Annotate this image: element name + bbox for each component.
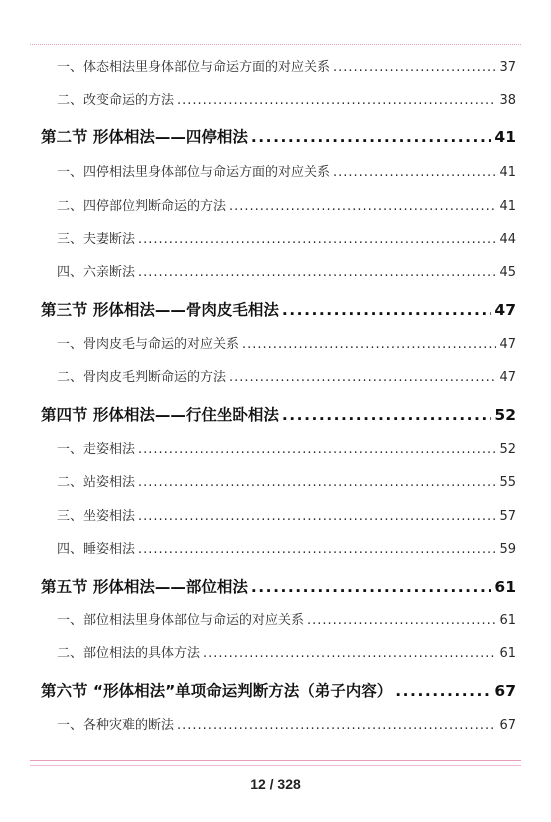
toc-section-page: 47 <box>494 301 516 319</box>
toc-section-page: 52 <box>494 406 516 424</box>
toc-entry[interactable] <box>57 333 516 352</box>
toc-entry-page: 38 <box>499 93 516 108</box>
toc-entry-page: 52 <box>499 442 516 457</box>
dot-leader <box>251 578 492 596</box>
toc-entry[interactable] <box>57 366 516 385</box>
toc-entry[interactable] <box>57 609 516 628</box>
dot-leader <box>229 199 496 214</box>
toc-entry[interactable] <box>57 56 516 75</box>
toc-entry[interactable] <box>57 642 516 661</box>
dot-leader <box>177 93 496 108</box>
toc-entry-page: 55 <box>499 475 516 490</box>
toc-entry-title: 三、夫妻断法 <box>57 232 136 247</box>
toc-entry-title: 一、部位相法里身体部位与命运的对应关系 <box>57 613 305 628</box>
dot-leader <box>138 542 496 557</box>
toc-section-page: 67 <box>494 682 516 700</box>
dot-leader <box>138 265 496 280</box>
toc-section-title: 第三节 形体相法——骨肉皮毛相法 <box>41 301 279 319</box>
dot-leader <box>307 613 496 628</box>
dot-leader <box>282 301 492 319</box>
toc-section-heading[interactable] <box>41 125 516 147</box>
toc-entry-page: 59 <box>499 542 516 557</box>
toc-entry-page: 47 <box>499 337 516 352</box>
toc-entry-title: 一、体态相法里身体部位与命运方面的对应关系 <box>57 60 331 75</box>
toc-entry-page: 67 <box>499 718 516 733</box>
toc-entry[interactable] <box>57 89 516 108</box>
toc-entry-title: 二、站姿相法 <box>57 475 136 490</box>
page-indicator: 12 / 328 <box>250 776 301 792</box>
toc-entry-page: 37 <box>499 60 516 75</box>
toc-entry-title: 四、睡姿相法 <box>57 542 136 557</box>
toc-section-heading[interactable] <box>41 403 516 425</box>
dot-leader <box>333 60 496 75</box>
toc-section-title: 第二节 形体相法——四停相法 <box>41 128 248 146</box>
dot-leader <box>138 509 496 524</box>
toc-entry-title: 二、骨肉皮毛判断命运的方法 <box>57 370 227 385</box>
toc-entry[interactable] <box>57 538 516 557</box>
toc-entry-page: 45 <box>499 265 516 280</box>
toc-section-page: 41 <box>494 128 516 146</box>
toc-section-title: 第四节 形体相法——行住坐卧相法 <box>41 406 279 424</box>
toc-entry-page: 41 <box>499 199 516 214</box>
toc-section-page: 61 <box>494 578 516 596</box>
toc-entry[interactable] <box>57 505 516 524</box>
toc-entry[interactable] <box>57 195 516 214</box>
toc-entry-page: 44 <box>499 232 516 247</box>
dot-leader <box>177 718 496 733</box>
toc-entry[interactable] <box>57 471 516 490</box>
toc-entry-title: 一、骨肉皮毛与命运的对应关系 <box>57 337 240 352</box>
toc-entry-page: 41 <box>499 165 516 180</box>
dot-leader <box>395 682 491 700</box>
toc-entry-title: 一、走姿相法 <box>57 442 136 457</box>
toc-entry-page: 61 <box>499 613 516 628</box>
dot-leader <box>333 165 496 180</box>
dot-leader <box>138 475 496 490</box>
toc-entry-page: 61 <box>499 646 516 661</box>
dot-leader <box>138 232 496 247</box>
toc-entry-page: 57 <box>499 509 516 524</box>
toc-entry-title: 四、六亲断法 <box>57 265 136 280</box>
toc-section-title: 第六节 “形体相法”单项命运判断方法（弟子内容） <box>41 682 393 700</box>
dot-leader <box>251 128 492 146</box>
toc-section-heading[interactable] <box>41 298 516 320</box>
toc-entry[interactable] <box>57 161 516 180</box>
toc-entry-title: 二、改变命运的方法 <box>57 93 175 108</box>
dot-leader <box>282 406 492 424</box>
toc-section-title: 第五节 形体相法——部位相法 <box>41 578 248 596</box>
toc-entry[interactable] <box>57 714 516 733</box>
toc-entry-page: 47 <box>499 370 516 385</box>
top-divider <box>30 44 521 45</box>
footer-divider <box>30 760 521 761</box>
toc-entry-title: 三、坐姿相法 <box>57 509 136 524</box>
dot-leader <box>203 646 496 661</box>
footer-divider <box>30 765 521 766</box>
toc-entry-title: 一、四停相法里身体部位与命运方面的对应关系 <box>57 165 331 180</box>
toc-entry[interactable] <box>57 438 516 457</box>
toc-entry-title: 二、四停部位判断命运的方法 <box>57 199 227 214</box>
toc-entry-title: 二、部位相法的具体方法 <box>57 646 201 661</box>
toc-entry[interactable] <box>57 228 516 247</box>
toc-section-heading[interactable] <box>41 679 516 701</box>
dot-leader <box>138 442 496 457</box>
dot-leader <box>229 370 496 385</box>
toc-section-heading[interactable] <box>41 575 516 597</box>
dot-leader <box>242 337 496 352</box>
toc-entry-title: 一、各种灾难的断法 <box>57 718 175 733</box>
toc-entry[interactable] <box>57 261 516 280</box>
